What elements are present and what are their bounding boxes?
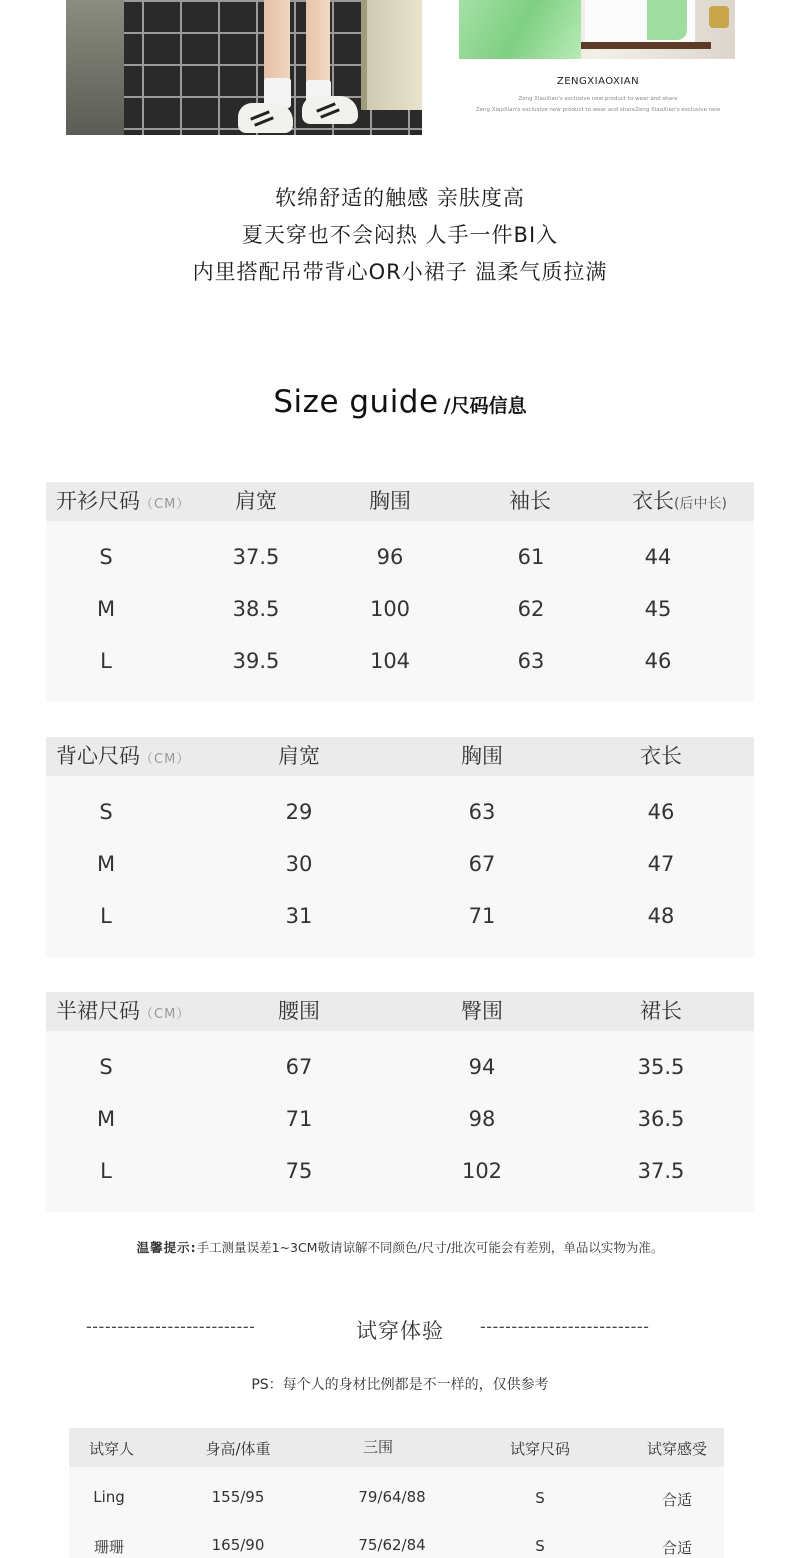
table-cell: 98 [468,1107,496,1131]
table-title: 开衫尺码（CM） [56,489,191,513]
column-header: 肩宽 [278,744,320,768]
tip-text: 手工测量误差1~3CM敬请谅解不同颜色/尺寸/批次可能会有差别，单品以实物为准。 [196,1240,664,1255]
table-cell: 31 [285,904,313,928]
column-header: 衣长(后中长) [632,489,727,513]
column-header: 试穿感受 [646,1440,707,1458]
table-cell: 46 [644,649,672,673]
table-cell: Ling [93,1488,125,1506]
column-header: 三围 [362,1438,393,1456]
table-cell: 38.5 [232,597,280,621]
column-header: 胸围 [369,489,411,513]
table-cell: 104 [369,649,411,673]
size-label: L [100,904,112,928]
size-label: M [96,1107,116,1131]
intro-line: 夏天穿也不会闷热 人手一件BI入 [241,223,559,247]
size-label: M [96,852,116,876]
column-header: 试穿人 [88,1440,134,1458]
table-cell: 合适 [661,1491,692,1509]
size-guide-heading [0,384,800,420]
table-cell: 75/62/84 [358,1536,426,1554]
size-guide-subtitle: /尺码信息 [443,395,527,417]
table-cell: 155/95 [211,1488,265,1506]
tryon-note: PS：每个人的身材比例都是不一样的，仅供参考 [251,1377,549,1393]
table-cell: S [535,1489,545,1507]
column-header: 肩宽 [235,489,277,513]
column-header: 袖长 [509,489,551,513]
table-cell: 102 [461,1159,503,1183]
table-cell: 37.5 [637,1159,685,1183]
divider-right: --------------------------- [480,1317,650,1336]
column-header: 臀围 [461,999,503,1023]
table-cell: 62 [517,597,545,621]
model-photo-left [66,0,422,135]
table-cell: 100 [369,597,411,621]
intro-line: 软绵舒适的触感 亲肤度高 [275,186,525,210]
tryon-title: 试穿体验 [356,1319,444,1343]
brand-name: ZENGXIAOXIAN [556,76,640,87]
skirt-size-table [46,992,754,1212]
cardigan-size-table [46,482,754,702]
table-cell: 96 [376,545,404,569]
size-label: M [96,597,116,621]
size-label: L [100,649,112,673]
size-label: S [99,800,113,824]
table-cell: 165/90 [211,1536,265,1554]
table-cell: 37.5 [232,545,280,569]
intro-line: 内里搭配吊带背心OR小裙子 温柔气质拉满 [192,260,608,284]
table-cell: 63 [468,800,496,824]
tip-label: 温馨提示: [136,1240,197,1255]
brand-tagline: Zeng XiaoXian's exclusive new product to wear and shareZeng XiaoXian's exclusive new [475,107,721,113]
table-cell: 35.5 [637,1055,685,1079]
column-header: 试穿尺码 [509,1440,570,1458]
brand-tagline: Zeng XiaoXian's exclusive new product to wear and share [518,96,678,102]
table-cell: 71 [468,904,496,928]
model-photo-right [459,0,735,59]
tryon-table [69,1428,724,1558]
table-title: 背心尺码（CM） [56,744,191,768]
size-label: S [99,1055,113,1079]
size-label: S [99,545,113,569]
table-cell: 61 [517,545,545,569]
table-cell: 30 [285,852,313,876]
table-cell: 48 [647,904,675,928]
table-cell: 46 [647,800,675,824]
table-cell: 45 [644,597,672,621]
table-cell: 67 [285,1055,313,1079]
table-cell: 36.5 [637,1107,685,1131]
table-title: 半裙尺码（CM） [56,999,191,1023]
table-cell: 44 [644,545,672,569]
measurement-tip [0,1238,800,1256]
divider-left: --------------------------- [86,1317,256,1336]
column-header: 胸围 [461,744,503,768]
table-cell: 47 [647,852,675,876]
size-guide-title: Size guide [273,384,439,420]
column-header: 身高/体重 [205,1440,271,1458]
table-cell: 39.5 [232,649,280,673]
column-header: 衣长 [640,744,682,768]
table-cell: 珊珊 [93,1538,124,1556]
table-cell: 29 [285,800,313,824]
table-cell: 94 [468,1055,496,1079]
table-cell: 71 [285,1107,313,1131]
column-header: 裙长 [640,999,682,1023]
table-cell: 75 [285,1159,313,1183]
size-label: L [100,1159,112,1183]
column-header: 腰围 [278,999,320,1023]
table-cell: 63 [517,649,545,673]
table-cell: 67 [468,852,496,876]
table-cell: 合适 [661,1539,692,1557]
table-cell: S [535,1537,545,1555]
table-cell: 79/64/88 [358,1488,426,1506]
vest-size-table [46,737,754,957]
